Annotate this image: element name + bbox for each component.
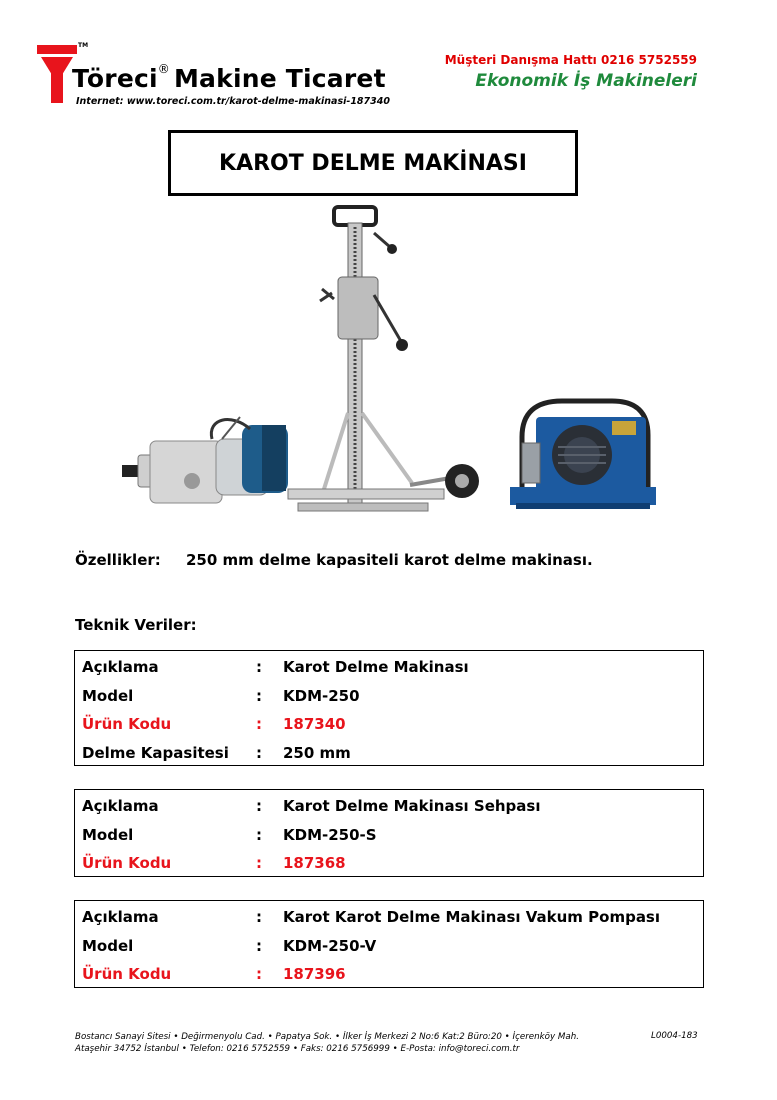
spec-value: KDM-250-S [283, 825, 377, 844]
spec-key: Model [82, 686, 134, 705]
spec-value: 187368 [283, 854, 346, 873]
spec-row-product-code [75, 710, 703, 739]
spec-key: Delme Kapasitesi [82, 743, 229, 762]
spec-table-stand [74, 789, 704, 877]
customer-hotline: Müşteri Danışma Hattı 0216 5752559 [444, 53, 697, 67]
spec-value: Karot Delme Makinası [283, 658, 469, 677]
spec-separator: : [256, 686, 262, 705]
spec-value: 187396 [283, 965, 346, 984]
spec-table-vacuum-pump [74, 900, 704, 988]
spec-separator: : [256, 658, 262, 677]
technical-data-label: Teknik Veriler: [75, 616, 197, 634]
spec-separator: : [256, 854, 262, 873]
drill-motor-image [122, 417, 288, 503]
spec-value: KDM-250 [283, 686, 360, 705]
spec-value: 187340 [283, 715, 346, 734]
spec-row [75, 682, 703, 711]
vacuum-pump-image [510, 401, 656, 509]
company-name-main: Töreci [72, 64, 158, 93]
spec-separator: : [256, 825, 262, 844]
spec-value: Karot Karot Delme Makinası Vakum Pompası [283, 908, 661, 927]
spec-key: Ürün Kodu [82, 965, 172, 984]
spec-value: 250 mm [283, 743, 351, 762]
document-code: L0004-183 [651, 1031, 698, 1041]
spec-row [75, 653, 703, 682]
spec-value: KDM-250-V [283, 936, 377, 955]
spec-table-machine [74, 650, 704, 766]
spec-row [75, 903, 703, 932]
trademark-mark: TM [78, 42, 89, 49]
page-title: KAROT DELME MAKİNASI [168, 130, 578, 196]
spec-separator: : [256, 715, 262, 734]
spec-value: Karot Delme Makinası Sehpası [283, 797, 541, 816]
footer-address [75, 1031, 579, 1055]
spec-key: Açıklama [82, 908, 159, 927]
features-line [75, 551, 593, 569]
spec-key: Model [82, 825, 134, 844]
company-name-rest: Makine Ticaret [173, 64, 386, 93]
product-images [112, 203, 672, 543]
spec-separator: : [256, 965, 262, 984]
features-text: 250 mm delme kapasiteli karot delme makinası. [186, 551, 593, 569]
spec-separator: : [256, 908, 262, 927]
website-link[interactable]: Internet: www.toreci.com.tr/karot-delme-makinasi-187340 [76, 96, 390, 107]
spec-key: Ürün Kodu [82, 715, 172, 734]
footer-line-1: Bostancı Sanayi Sitesi • Değirmenyolu Cad. • Papatya Sok. • İlker İş Merkezi 2 No:6 Kat:2 Büro:20 • İçerenköy Mah. [75, 1032, 579, 1042]
company-tagline: Ekonomik İş Makineleri [475, 71, 697, 91]
spec-row [75, 932, 703, 961]
spec-row [75, 792, 703, 821]
drill-stand-image [288, 207, 479, 511]
spec-separator: : [256, 936, 262, 955]
spec-row [75, 739, 703, 768]
registered-mark: ® [157, 62, 170, 76]
spec-row-product-code [75, 849, 703, 878]
spec-key: Model [82, 936, 134, 955]
spec-separator: : [256, 743, 262, 762]
spec-key: Ürün Kodu [82, 854, 172, 873]
spec-row [75, 821, 703, 850]
spec-key: Açıklama [82, 658, 159, 677]
footer-line-2: Ataşehir 34752 İstanbul • Telefon: 0216 5752559 • Faks: 0216 5756999 • E-Posta: info@toreci.com.tr [75, 1044, 520, 1054]
features-label: Özellikler: [75, 551, 161, 569]
spec-key: Açıklama [82, 797, 159, 816]
spec-separator: : [256, 797, 262, 816]
spec-row-product-code [75, 960, 703, 989]
company-name [72, 64, 386, 93]
